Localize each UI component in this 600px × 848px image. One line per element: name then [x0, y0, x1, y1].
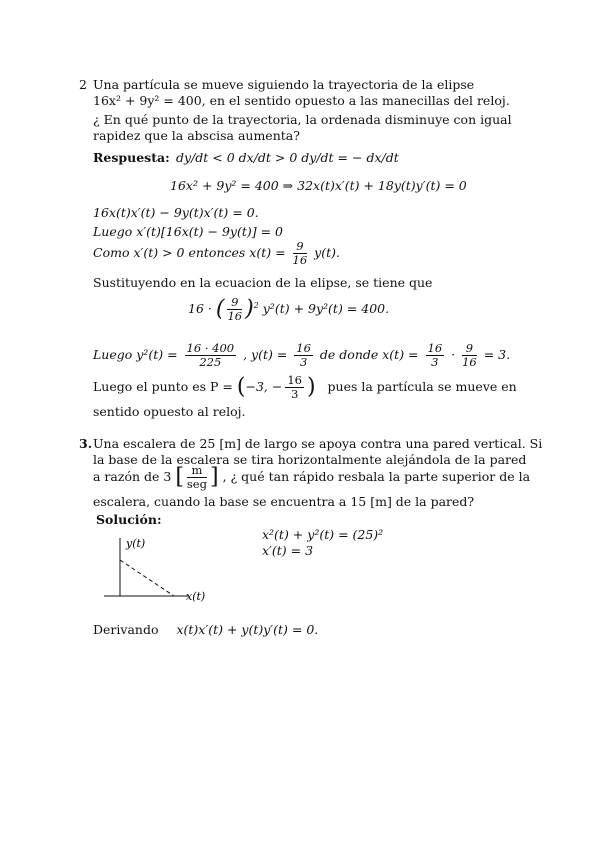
substitution-sentence: Sustituyendo en la ecuacion de la elipse, se tiene que	[93, 275, 433, 290]
equation-factor: Luego x′(t)[16x(t) − 9y(t)] = 0	[93, 224, 283, 239]
problem-3-line-2: la base de la escalera se tira horizontalmente alejándola de la pared	[93, 452, 527, 467]
problem-2-number: 2	[79, 77, 87, 92]
problem-3-number: 3.	[79, 436, 93, 451]
derivative-line: Derivando x(t)x′(t) + y(t)y′(t) = 0.	[93, 622, 319, 637]
problem-3-line-4: escalera, cuando la base se encuentra a 15 [m] de la pared?	[93, 494, 475, 509]
problem-2-question-1: ¿ En qué punto de la trayectoria, la ordenada disminuye con igual	[93, 112, 512, 127]
problem-3-line-1: Una escalera de 25 [m] de largo se apoya contra una pared vertical. Si	[93, 436, 543, 451]
eq4-text: Como x′(t) > 0 entonces x(t) =	[93, 245, 286, 260]
ladder-line	[120, 560, 174, 596]
pythagoras-equation: x²(t) + y²(t) = (25)²	[262, 527, 384, 542]
problem-3-line-3: a razón de 3 [ $\frac{m}{\text{seg}}$ ] , ¿ qué tan rápido resbala la parte superior de la	[93, 463, 531, 491]
problem-2-line-2: 16x² + 9y² = 400, en el sentido opuesto a las manecillas del reloj.	[93, 93, 510, 108]
problem-2-line-1: Una partícula se mueve siguiendo la trayectoria de la elipse	[93, 77, 475, 92]
equation-substitution: 16x(t)x′(t) − 9y(t)x′(t) = 0.	[93, 205, 259, 220]
answer-label: Respuesta:	[93, 150, 170, 165]
rate-equation: x′(t) = 3	[262, 543, 314, 558]
solution-label: Solución:	[96, 512, 162, 527]
y-axis-label: y(t)	[126, 537, 146, 550]
eq4-tail: y(t).	[314, 245, 340, 260]
answer-condition: dy/dt < 0 dx/dt > 0 dy/dt = − dx/dt	[176, 150, 399, 165]
result-point-line: Luego el punto es P = (−3, − $\frac{16}{3}$ ) pues la partícula se mueve en	[93, 373, 517, 401]
equation-x-in-terms-of-y	[93, 240, 340, 274]
ladder-diagram	[100, 532, 230, 612]
equation-ellipse-substituted: 16 · ( $\frac{9}{16}$ )$^2$ y²(t) + 9y²(t) = 400.	[188, 295, 390, 323]
equation-solve-y-x: Luego y²(t) = $\frac{16 \cdot 400}{225}$ , y(t) = $\frac{16}{3}$ de donde x(t) = $\frac{16}{3}$ · $\frac{9}{16}$ = 3.	[93, 341, 511, 369]
result-direction-line: sentido opuesto al reloj.	[93, 404, 246, 419]
x-axis-label: x(t)	[186, 590, 206, 603]
eq4-fraction: $\frac{9}{16}$	[292, 239, 308, 267]
problem-2-question-2: rapidez que la abscisa aumenta?	[93, 128, 300, 143]
ellipse-derivative-equation: 16x² + 9y² = 400 ⇒ 32x(t)x′(t) + 18y(t)y′(t) = 0	[170, 178, 467, 193]
